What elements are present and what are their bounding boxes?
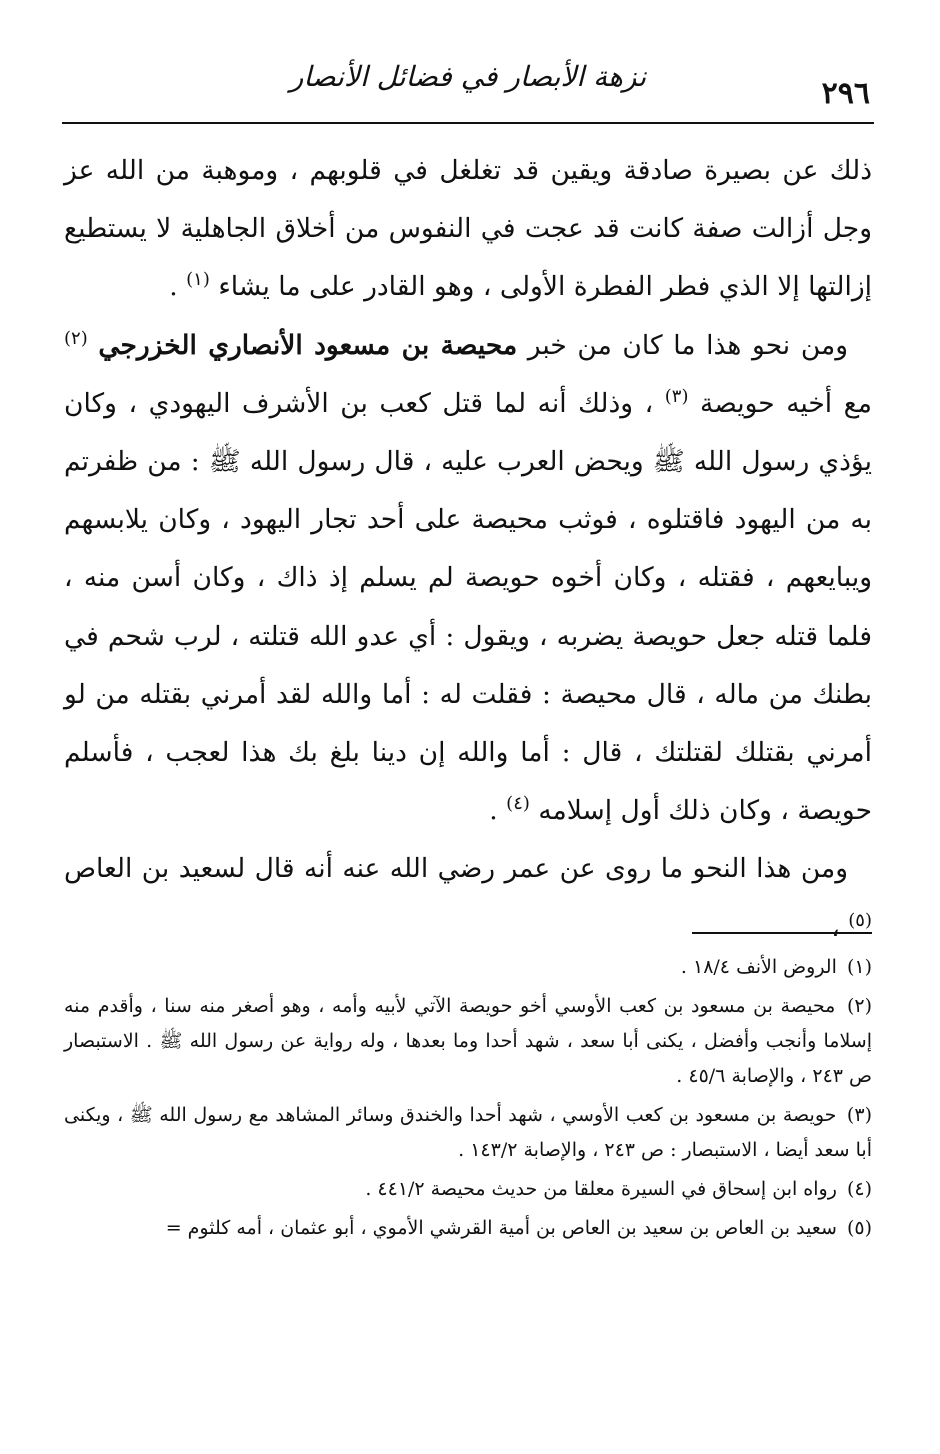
- footnote-number: (٣): [846, 1104, 872, 1126]
- footnote-ref-2: (٢): [64, 327, 88, 349]
- footnote-ref-1: (١): [186, 269, 210, 291]
- paragraph-3-text: ومن هذا النحو ما روى عن عمر رضي الله عنه أنه قال لسعيد بن العاص: [64, 853, 848, 885]
- paragraph-2: [64, 317, 872, 841]
- header-rule: [62, 122, 874, 124]
- footnote-text: الروض الأنف ١٨/٤ .: [680, 956, 837, 978]
- paragraph-1-end: .: [169, 271, 178, 303]
- footnote-4: [64, 1172, 872, 1207]
- footnote-ref-3: (٣): [664, 385, 689, 407]
- paragraph-1-text: ذلك عن بصيرة صادقة ويقين قد تغلغل في قلوبهم ، وموهبة من الله عز وجل أزالت صفة كانت قد عجت في النفوس من أخلاق الجاهلية لا يستطيع إزالتها إلا الذي فطر الفطرة الأولى ، وهو القادر على ما يشاء: [64, 155, 872, 303]
- footnote-5: [64, 1211, 872, 1246]
- footnote-text: سعيد بن العاص بن سعيد بن العاص بن أمية القرشي الأموي ، أبو عثمان ، أمه كلثوم =: [165, 1217, 837, 1239]
- paragraph-2-text-c: ، وذلك أنه لما قتل كعب بن الأشرف اليهودي ، وكان يؤذي رسول الله ﷺ ويحض العرب عليه ، قال رسول الله ﷺ : من ظفرتم به من اليهود فاقتلوه ، فوثب محيصة على أحد تجار اليهود ، وكان يلابسهم ويبايعهم ، فقتله ، وكان أخوه حويصة لم يسلم إذ ذاك ، وكان أسن منه ، فلما قتله جعل حويصة يضربه ، ويقول : أي عدو الله قتلته ، لرب شحم في بطنك من ماله ، قال محيصة : فقلت له : أما والله لقد أمرني بقتله من لو أمرني بقتلك لقتلتك ، قال : أما والله إن دينا بلغ بك هذا لعجب ، فأسلم حويصة ، وكان ذلك أول إسلامه: [64, 387, 872, 827]
- footnote-text: رواه ابن إسحاق في السيرة معلقا من حديث محيصة ٤٤١/٢ .: [365, 1178, 837, 1200]
- footnote-number: (٢): [846, 995, 872, 1017]
- footnote-ref-5: (٥): [848, 909, 872, 931]
- running-title: نزهة الأبصار في فضائل الأنصار: [289, 60, 647, 93]
- footnote-2: [64, 989, 872, 1094]
- paragraph-2-bold-name: محيصة بن مسعود الأنصاري الخزرجي: [98, 329, 518, 361]
- footnote-3: [64, 1098, 872, 1168]
- paragraph-2-text-a: ومن نحو هذا ما كان من خبر: [517, 329, 848, 361]
- footnote-text: محيصة بن مسعود بن كعب الأوسي أخو حويصة الآتي لأبيه وأمه ، وهو أصغر منه سنا ، وأقدم منه إسلاما وأنجب وأفضل ، يكنى أبا سعد ، شهد أحدا وما بعدها ، وله رواية عن رسول الله ﷺ . الاستبصار ص ٢٤٣ ، والإصابة ٤٥/٦ .: [64, 995, 872, 1087]
- paragraph-3-end: ،: [831, 911, 840, 943]
- paragraph-3: [64, 840, 872, 956]
- footnote-number: (٤): [846, 1178, 872, 1200]
- footnote-1: [64, 950, 872, 985]
- footnote-separator: [692, 932, 872, 934]
- main-text: [64, 142, 872, 957]
- footnote-ref-4: (٤): [506, 793, 530, 815]
- footnote-number: (١): [846, 956, 872, 978]
- footnotes: [64, 950, 872, 1250]
- footnote-number: (٥): [846, 1217, 872, 1239]
- page-number: ٢٩٦: [821, 76, 870, 111]
- page-header: [62, 50, 874, 120]
- paragraph-1: [64, 142, 872, 317]
- paragraph-2-end: .: [489, 795, 498, 827]
- footnote-text: حويصة بن مسعود بن كعب الأوسي ، شهد أحدا والخندق وسائر المشاهد مع رسول الله ﷺ ، ويكنى أبا سعد أيضا ، الاستبصار : ص ٢٤٣ ، والإصابة ١٤٣/٢ .: [64, 1104, 872, 1161]
- paragraph-2-text-b: مع أخيه حويصة: [700, 387, 872, 419]
